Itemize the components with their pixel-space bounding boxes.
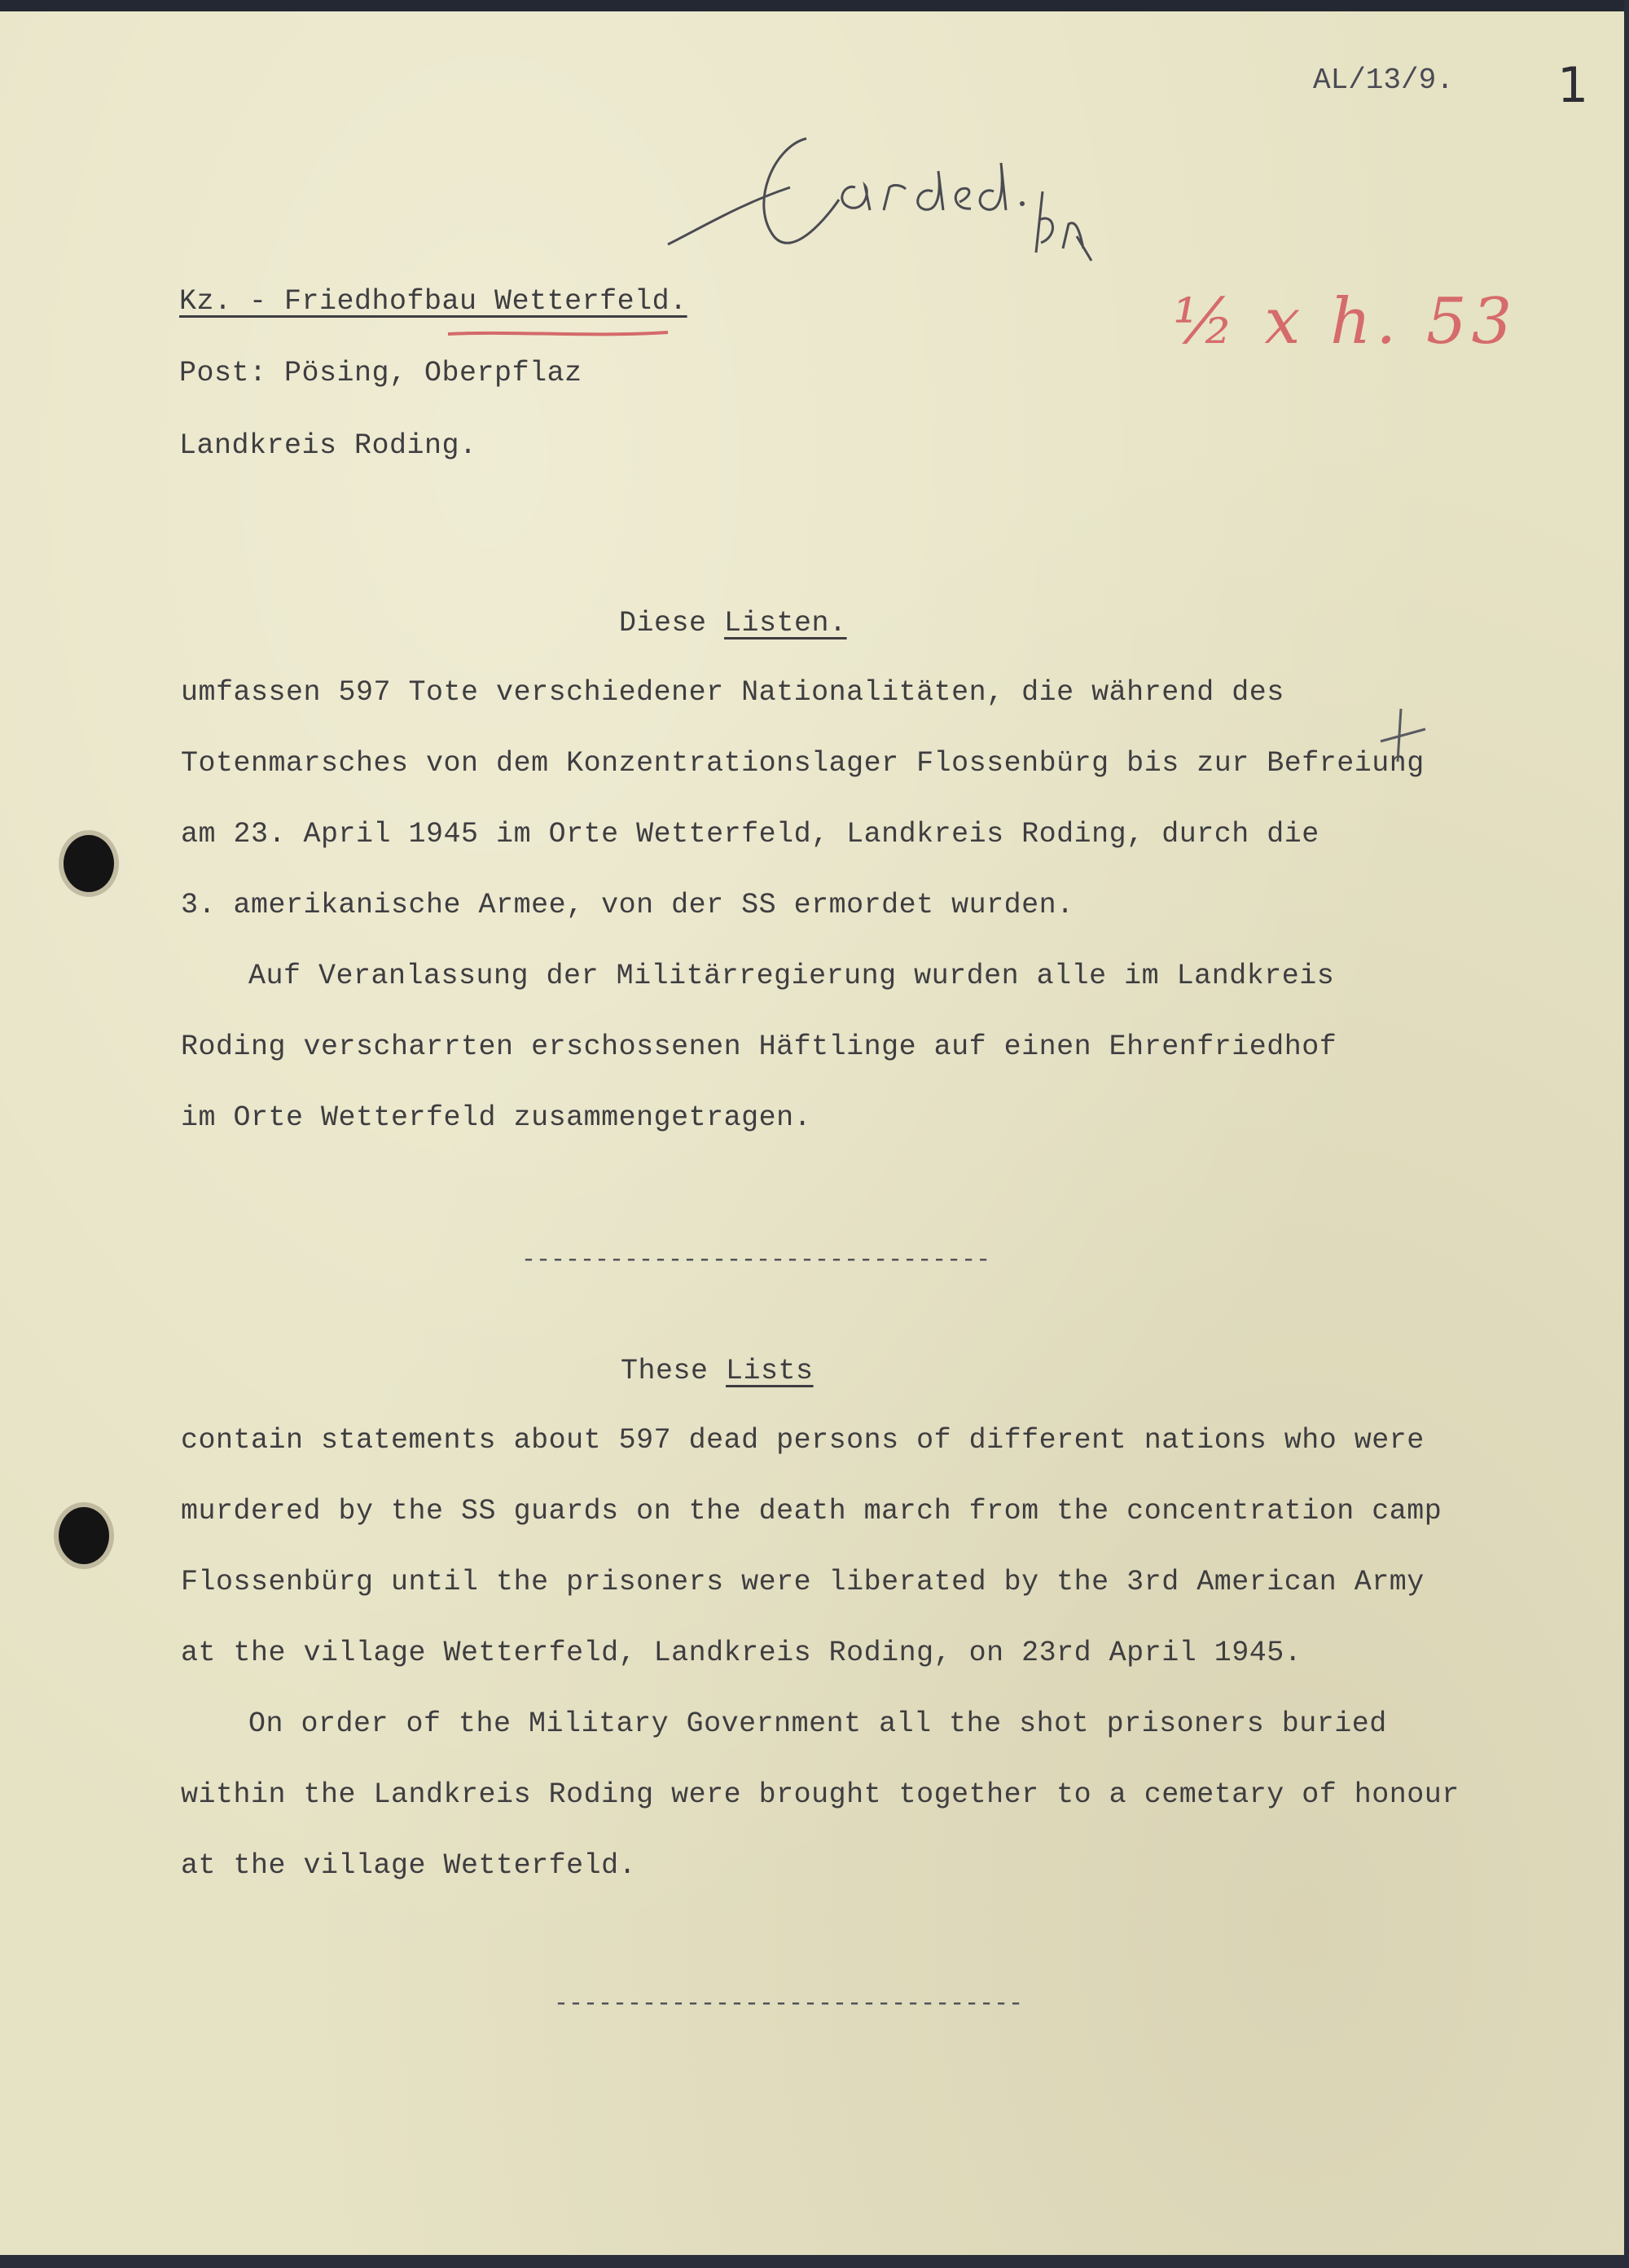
english-line-3: Flossenbürg until the prisoners were liberated by the 3rd American Army xyxy=(181,1566,1425,1598)
english-line-4: at the village Wetterfeld, Landkreis Roding, on 23rd April 1945. xyxy=(181,1637,1302,1669)
german-line-5: Auf Veranlassung der Militärregierung wurden alle im Landkreis xyxy=(248,960,1335,992)
scan-edge-top xyxy=(0,0,1629,11)
margin-cross-mark xyxy=(1368,705,1434,770)
english-line-6: within the Landkreis Roding were brought together to a cemetary of honour xyxy=(181,1778,1460,1811)
header-line-1: Kz. - Friedhofbau Wetterfeld. xyxy=(179,285,687,318)
english-line-5: On order of the Military Government all the shot prisoners buried xyxy=(248,1708,1387,1740)
separator-1: -------------------------------- xyxy=(521,1246,991,1274)
scan-edge-right xyxy=(1624,0,1629,2268)
german-heading-underlined: Listen. xyxy=(724,607,847,640)
page-number: 1 xyxy=(1557,57,1589,114)
german-heading xyxy=(619,607,847,640)
scan-edge-bottom xyxy=(0,2255,1629,2268)
red-annotation: ½ x h. 53 xyxy=(1173,285,1517,358)
german-line-7: im Orte Wetterfeld zusammengetragen. xyxy=(181,1101,812,1134)
english-line-1: contain statements about 597 dead persons of different nations who were xyxy=(181,1424,1425,1457)
english-heading-underlined: Lists xyxy=(726,1355,814,1387)
german-line-4: 3. amerikanische Armee, von der SS ermordet wurden. xyxy=(181,889,1074,921)
red-underline-mark xyxy=(444,326,672,342)
german-line-3: am 23. April 1945 im Orte Wetterfeld, Landkreis Roding, durch die xyxy=(181,818,1319,850)
english-heading-prefix: These xyxy=(621,1355,727,1387)
separator-2: -------------------------------- xyxy=(554,1990,1024,2018)
punch-hole-top xyxy=(64,835,114,892)
reference-number: AL/13/9. xyxy=(1313,64,1454,97)
punch-hole-bottom xyxy=(59,1507,109,1564)
english-line-2: murdered by the SS guards on the death march from the concentration camp xyxy=(181,1495,1442,1527)
german-line-6: Roding verscharrten erschossenen Häftlinge auf einen Ehrenfriedhof xyxy=(181,1031,1337,1063)
english-heading xyxy=(621,1355,814,1387)
header-line-3: Landkreis Roding. xyxy=(179,429,477,462)
german-heading-prefix: Diese xyxy=(619,607,725,640)
english-line-7: at the village Wetterfeld. xyxy=(181,1849,637,1882)
header-line-2: Post: Pösing, Oberpflaz xyxy=(179,357,582,389)
german-line-2: Totenmarsches von dem Konzentrationslager Flossenbürg bis zur Befreiung xyxy=(181,747,1425,780)
handwritten-carded-note xyxy=(652,114,1157,277)
german-line-1: umfassen 597 Tote verschiedener Nationalitäten, die während des xyxy=(181,676,1284,709)
